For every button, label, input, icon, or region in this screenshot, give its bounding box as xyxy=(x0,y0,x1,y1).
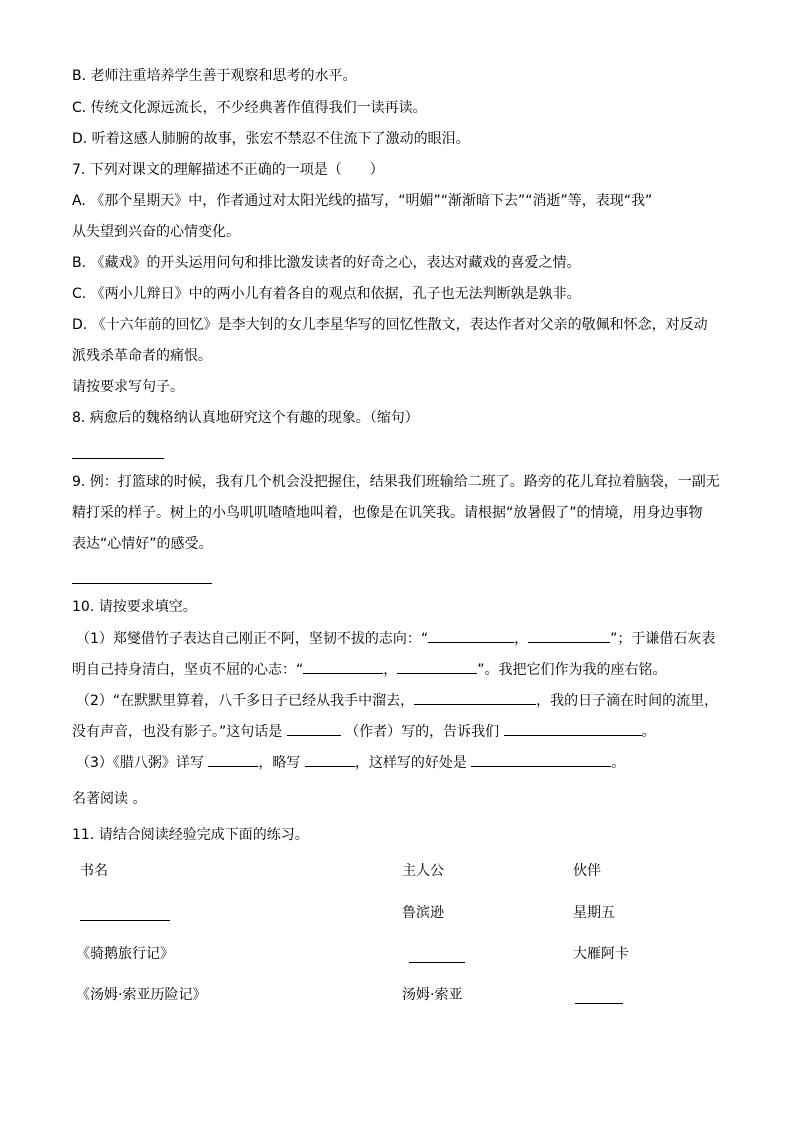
q10-1-text-c: ”；于谦借石灰表 xyxy=(610,631,716,647)
q10-3-text-b: ，略写 xyxy=(258,755,301,771)
table-header-book: 书名 xyxy=(80,863,108,879)
answer-blank-q9[interactable] xyxy=(72,582,212,584)
q10-3-text-c: ，这样写的好处是 xyxy=(354,755,467,771)
question-10-1-line1 xyxy=(76,628,715,649)
table-blank-partner-row3[interactable] xyxy=(575,1002,623,1004)
question-9-line2: 精打采的样子。树上的小鸟叽叽喳喳地叫着，也像是在讥笑我。请根据“放暑假了”的情境，用身边事物 xyxy=(72,505,703,521)
q10-1-text-e: ， xyxy=(383,662,398,678)
table-cell-book-row3: 《汤姆·索亚历险记》 xyxy=(76,987,207,1003)
table-cell-partner-row1: 星期五 xyxy=(573,905,615,921)
q10-1-text-a: （1）郑燮借竹子表达自己刚正不阿，坚韧不拔的志向：“ xyxy=(76,631,429,647)
option-a-q7-line1: A. 《那个星期天》中，作者通过对太阳光线的描写，“明媚”“渐渐暗下去”“消逝”等，表现“我” xyxy=(72,193,653,209)
q10-1-text-b: ， xyxy=(514,631,529,647)
table-cell-book-row2: 《骑鹅旅行记》 xyxy=(76,946,174,962)
table-header-protagonist: 主人公 xyxy=(402,863,444,879)
question-10-2-line2 xyxy=(72,721,656,742)
question-9-line3: 表达“心情好”的感受。 xyxy=(72,536,213,552)
option-b-q7: B. 《藏戏》的开头运用问句和排比激发读者的好奇之心，表达对藏戏的喜爱之情。 xyxy=(72,255,581,271)
table-cell-protagonist-row3: 汤姆·索亚 xyxy=(402,987,463,1003)
option-d-q6: D. 听着这感人肺腑的故事，张宏不禁忍不住流下了激动的眼泪。 xyxy=(72,131,470,147)
q10-3-text-a: （3）《腊八粥》详写 xyxy=(76,755,204,771)
section-heading-books: 名著阅读 。 xyxy=(72,791,147,807)
table-blank-book-row1[interactable] xyxy=(80,919,170,921)
question-7: 7. 下列对课文的理解描述不正确的一项是（ ） xyxy=(72,162,384,178)
q10-2-text-e: 。 xyxy=(641,724,656,740)
blank-q10-2-1[interactable] xyxy=(414,690,536,705)
question-9-line1: 9. 例：打篮球的时候，我有几个机会没把握住，结果我们班输给二班了。路旁的花儿耷拉着脑袋，一副无 xyxy=(72,474,720,490)
q10-3-text-d: 。 xyxy=(611,755,626,771)
blank-q10-2-meaning[interactable] xyxy=(504,721,642,736)
blank-q10-3-brief[interactable] xyxy=(305,752,355,767)
table-header-partner: 伙伴 xyxy=(573,863,601,879)
q10-2-text-d: （作者）写的，告诉我们 xyxy=(345,724,500,740)
question-10-3 xyxy=(76,752,625,773)
option-d-q7-line2: 派残杀革命者的痛恨。 xyxy=(72,348,212,364)
q10-1-text-d: 明自己持身清白，坚贞不屈的心志：“ xyxy=(72,662,304,678)
option-c-q6: C. 传统文化源远流长，不少经典著作值得我们一读再读。 xyxy=(72,100,427,116)
q10-1-text-f: ”。我把它们作为我的座右铭。 xyxy=(477,662,667,678)
question-10: 10. 请按要求填空。 xyxy=(72,599,197,615)
option-a-q7-line2: 从失望到兴奋的心情变化。 xyxy=(72,224,240,240)
question-11: 11. 请结合阅读经验完成下面的练习。 xyxy=(72,827,309,843)
answer-blank-q8[interactable] xyxy=(72,457,164,459)
option-b-q6: B. 老师注重培养学生善于观察和思考的水平。 xyxy=(72,68,357,84)
blank-q10-1-1[interactable] xyxy=(428,628,514,643)
section-heading-write: 请按要求写句子。 xyxy=(72,379,184,395)
question-8: 8. 病愈后的魏格纳认真地研究这个有趣的现象。（缩句） xyxy=(72,410,419,426)
blank-q10-3-detail[interactable] xyxy=(208,752,258,767)
table-cell-protagonist-row1: 鲁滨逊 xyxy=(402,905,444,921)
q10-2-text-c: 没有声音，也没有影子。”这句话是 xyxy=(72,724,283,740)
q10-2-text-a: （2）“在默默里算着，八千多日子已经从我手中溜去， xyxy=(76,693,415,709)
blank-q10-1-2[interactable] xyxy=(528,628,610,643)
blank-q10-3-benefit[interactable] xyxy=(471,752,611,767)
question-10-1-line2 xyxy=(72,659,667,680)
table-blank-protagonist-row2[interactable] xyxy=(409,961,465,963)
q10-2-text-b: ，我的日子滴在时间的流里， xyxy=(536,693,719,709)
blank-q10-1-3[interactable] xyxy=(303,659,383,674)
blank-q10-1-4[interactable] xyxy=(397,659,477,674)
blank-q10-2-author[interactable] xyxy=(287,721,341,736)
option-d-q7-line1: D. 《十六年前的回忆》是李大钊的女儿李星华写的回忆性散文，表达作者对父亲的敬佩和怀念，对反动 xyxy=(72,317,708,333)
table-cell-partner-row2: 大雁阿卡 xyxy=(573,946,629,962)
option-c-q7: C. 《两小儿辩日》中的两小儿有着各自的观点和依据，孔子也无法判断孰是孰非。 xyxy=(72,286,581,302)
question-10-2-line1 xyxy=(76,690,718,711)
